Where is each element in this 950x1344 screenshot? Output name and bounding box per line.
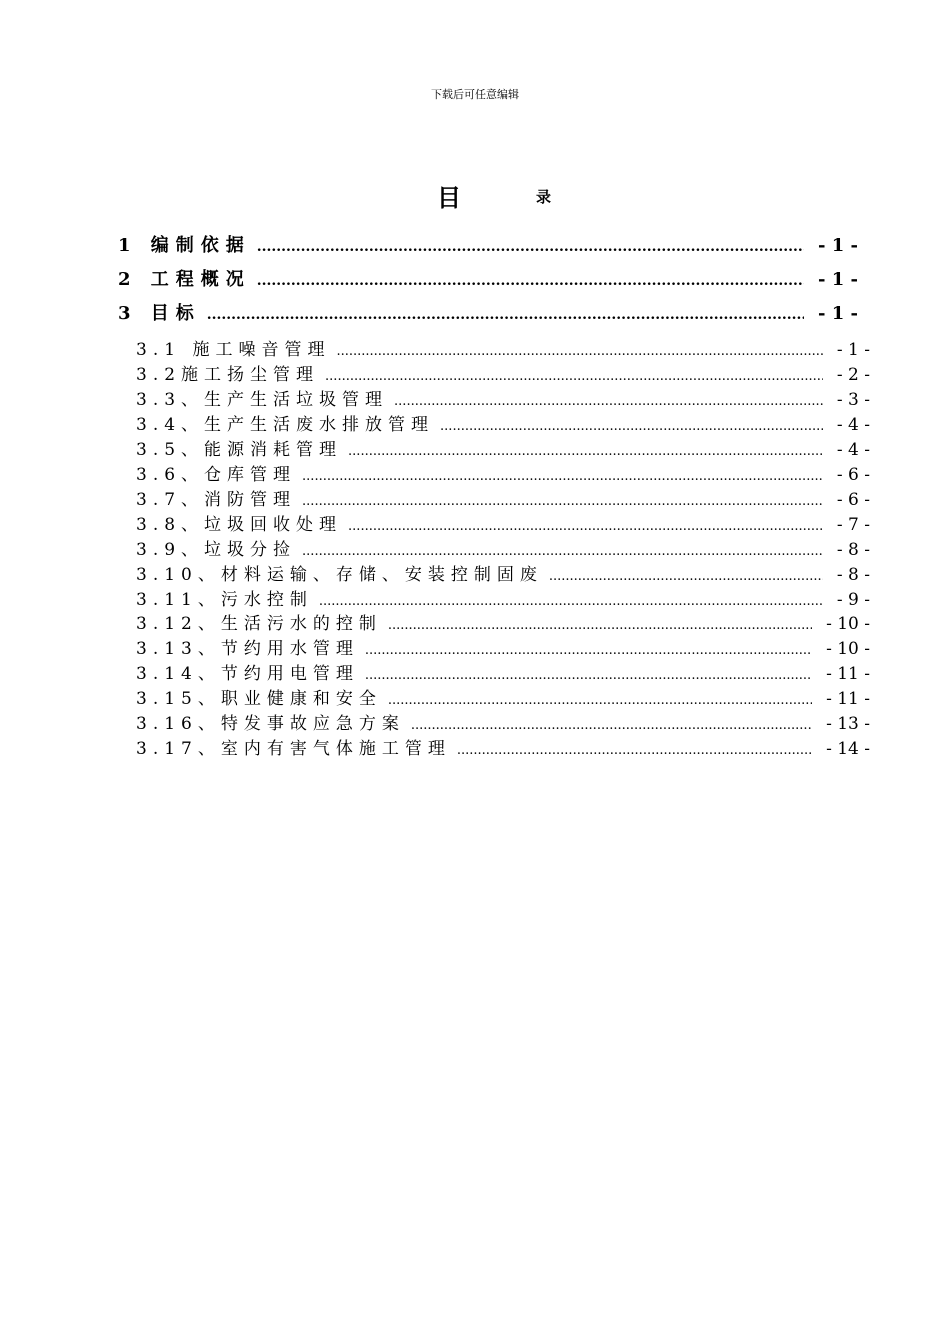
toc-leader [365, 643, 812, 658]
toc-subentry-page: - 8 - [836, 565, 870, 585]
toc-leader [348, 444, 823, 459]
toc-subentry-label: 3.1 施工噪音管理 [136, 340, 331, 360]
toc-subentry-label: 3.8、垃圾回收处理 [136, 515, 343, 535]
toc-subentry-label: 3.5、能源消耗管理 [136, 440, 343, 460]
toc-subentry-page: - 4 - [836, 440, 870, 460]
toc-subentry[interactable] [136, 585, 870, 609]
toc-subentry[interactable] [136, 634, 870, 658]
toc-subentry-page: - 3 - [836, 390, 870, 410]
toc-subentry-page: - 14 - [826, 739, 870, 759]
toc-leader [394, 394, 823, 409]
toc-subentry-page: - 10 - [826, 614, 870, 634]
toc-leader [325, 369, 823, 384]
toc-subentry[interactable] [136, 360, 870, 384]
page-header: 下载后可任意编辑 [431, 88, 519, 101]
toc-subentry[interactable] [136, 560, 870, 584]
toc-subentry-label: 3.4、生产生活废水排放管理 [136, 415, 435, 435]
toc-subentry-label: 3.12、生活污水的控制 [136, 614, 382, 634]
toc-subentry-label: 3.9、垃圾分捡 [136, 540, 297, 560]
toc-leader [549, 569, 823, 584]
toc-leader [365, 668, 812, 683]
toc-leader [457, 743, 812, 758]
toc-subentry[interactable] [136, 709, 870, 733]
toc-leader [336, 344, 822, 359]
toc-subentry[interactable] [136, 435, 870, 459]
toc-subentry[interactable] [136, 510, 870, 534]
toc-subentry-page: - 6 - [836, 490, 870, 510]
toc-entry-label: 3 目标 [118, 303, 201, 324]
toc-entry[interactable] [118, 299, 858, 329]
toc-subentry-label: 3.13、节约用水管理 [136, 639, 359, 659]
toc-leader [257, 239, 804, 255]
toc-leader [319, 594, 823, 609]
toc-subentry-page: - 10 - [826, 639, 870, 659]
toc-subentry-page: - 11 - [826, 689, 870, 709]
toc-leader [411, 718, 812, 733]
toc-subentry-page: - 11 - [826, 664, 870, 684]
toc-leader [388, 693, 812, 708]
toc-subentry[interactable] [136, 659, 870, 683]
toc-leader [207, 307, 804, 323]
toc-title-part1: 目 [437, 183, 461, 212]
toc-subentry-label: 3.2施工扬尘管理 [136, 365, 320, 385]
toc-subentry[interactable] [136, 734, 870, 758]
toc-leader [302, 494, 823, 509]
toc-subentry-label: 3.7、消防管理 [136, 490, 297, 510]
toc-entry[interactable] [118, 231, 858, 261]
toc-subentry-label: 3.14、节约用电管理 [136, 664, 359, 684]
toc-subentry-page: - 1 - [836, 340, 870, 360]
toc-entry-page: - 1 - [818, 269, 858, 290]
toc-subentry[interactable] [136, 535, 870, 559]
toc-entry-label: 1 编制依据 [118, 235, 251, 256]
toc-leader [440, 419, 823, 434]
toc-subentry[interactable] [136, 460, 870, 484]
toc-subentry-page: - 9 - [836, 590, 870, 610]
toc-subentry[interactable] [136, 410, 870, 434]
toc-leader [257, 273, 804, 289]
toc-leader [302, 544, 823, 559]
toc-leader [302, 469, 823, 484]
toc-subentry[interactable] [136, 485, 870, 509]
toc-subentry-page: - 8 - [836, 540, 870, 560]
toc-entry-page: - 1 - [818, 303, 858, 324]
toc-leader [348, 519, 823, 534]
toc-subentry-page: - 13 - [826, 714, 870, 734]
toc-subentry[interactable] [136, 609, 870, 633]
toc-subentry-label: 3.6、仓库管理 [136, 465, 297, 485]
toc-subentry-label: 3.16、特发事故应急方案 [136, 714, 405, 734]
toc-subentry-page: - 7 - [836, 515, 870, 535]
toc-subentry[interactable] [136, 385, 870, 409]
toc-title-part2: 录 [536, 188, 552, 206]
toc-subentry-page: - 4 - [836, 415, 870, 435]
toc-subentry-label: 3.15、职业健康和安全 [136, 689, 382, 709]
toc-subentry[interactable] [136, 684, 870, 708]
toc-entry-page: - 1 - [818, 235, 858, 256]
toc-entry[interactable] [118, 265, 858, 295]
toc-entry-label: 2 工程概况 [118, 269, 251, 290]
toc-subentry[interactable] [136, 335, 870, 359]
toc-subentry-label: 3.11、污水控制 [136, 590, 313, 610]
toc-subentry-label: 3.17、室内有害气体施工管理 [136, 739, 451, 759]
toc-leader [388, 618, 812, 633]
toc-subentry-page: - 6 - [836, 465, 870, 485]
toc-subentry-page: - 2 - [836, 365, 870, 385]
toc-subentry-label: 3.3、生产生活垃圾管理 [136, 390, 389, 410]
toc-subentry-label: 3.10、材料运输、存储、安装控制固废 [136, 565, 543, 585]
